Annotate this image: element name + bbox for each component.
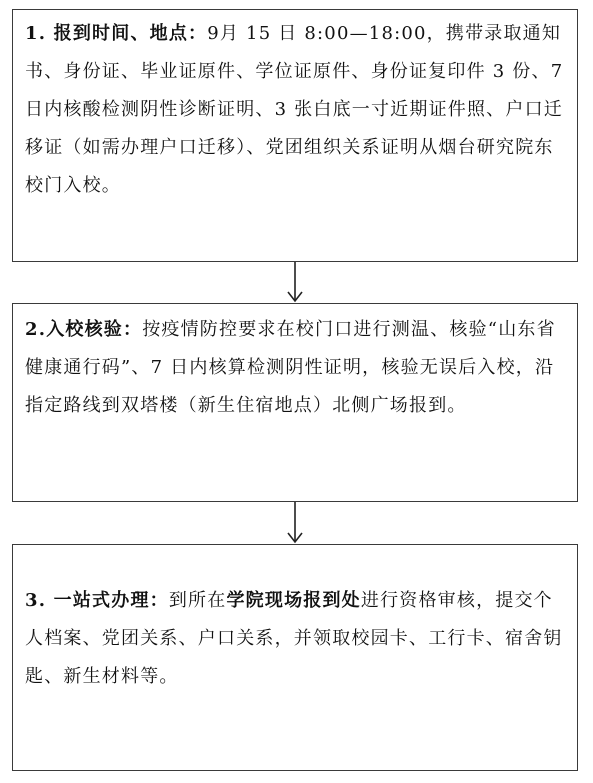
step-3-body-emphasis: 学院现场报到处 — [226, 590, 361, 611]
step-3-body-suffix: 进行资格审核，提交个人档案、党团关系、户口关系，并领取校园卡、工行卡、宿舍钥匙、新生材料等。 — [25, 590, 563, 687]
step-2-title: 2.入校核验： — [25, 319, 143, 340]
step-box-3 — [12, 544, 578, 771]
step-box-2 — [12, 303, 578, 502]
arrow-down-icon — [285, 262, 305, 303]
step-box-1 — [12, 9, 578, 262]
step-1-body: 9月 15 日 8:00—18:00，携带录取通知书、身份证、毕业证原件、学位证原件、身份证复印件 3 份、7 日内核酸检测阴性诊断证明、3 张白底一寸近期证件照、户口迁移证（如需办理户口迁移）、党团组织关系证明从烟台研究院东校门入校。 — [25, 23, 564, 196]
step-3-title: 3. 一站式办理： — [25, 590, 169, 611]
step-3-body-prefix: 到所在 — [168, 590, 227, 611]
step-1-title: 1. 报到时间、地点： — [25, 23, 208, 44]
step-2-body: 按疫情防控要求在校门口进行测温、核验“山东省健康通行码”、7 日内核算检测阴性证明，核验无误后入校，沿指定路线到双塔楼（新生住宿地点）北侧广场报到。 — [25, 319, 556, 416]
arrow-down-icon — [285, 502, 305, 544]
